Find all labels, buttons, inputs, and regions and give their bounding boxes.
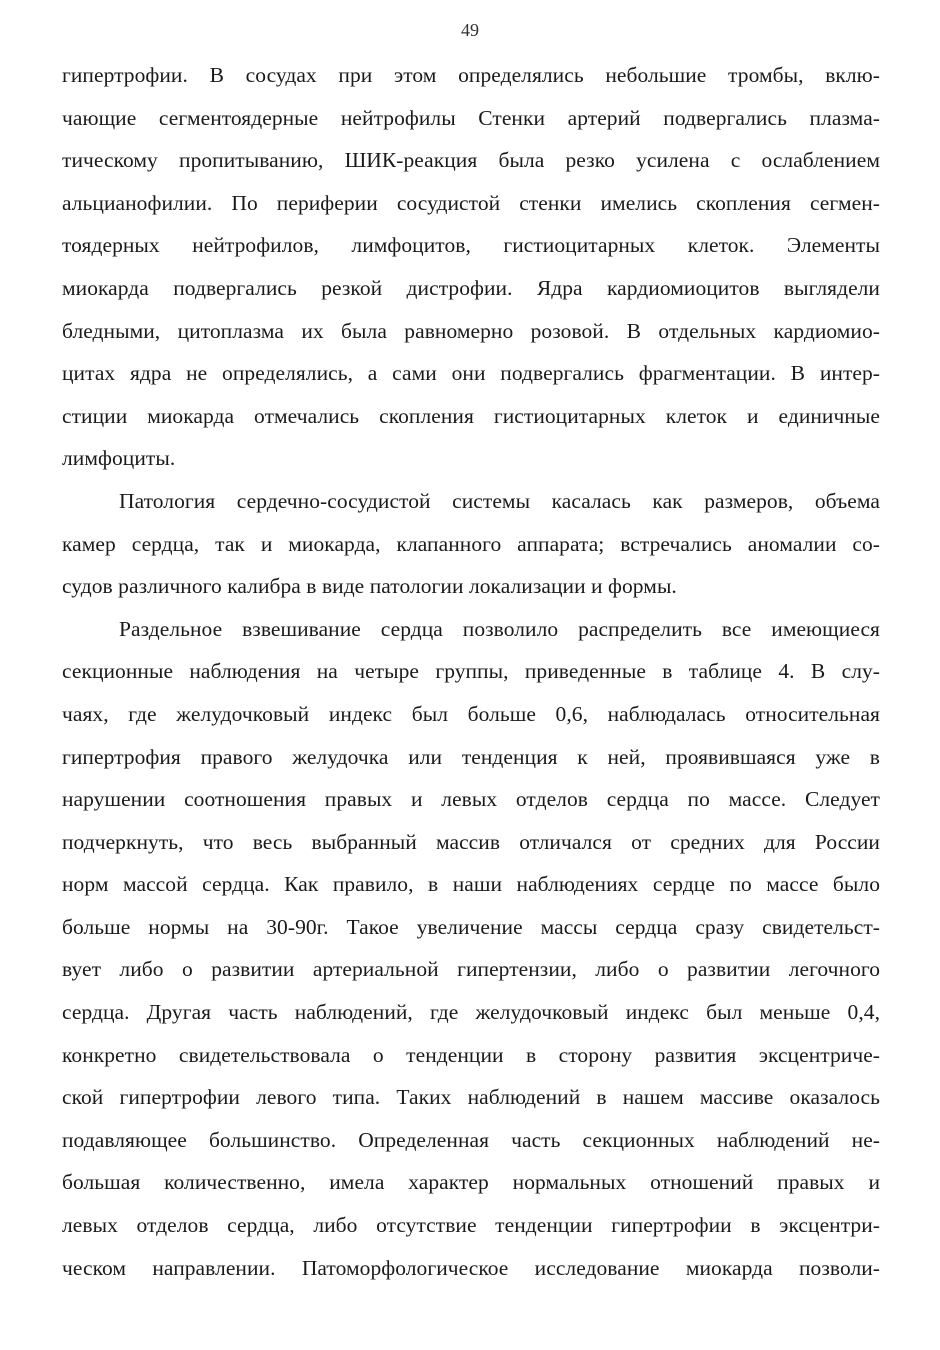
- text-line: гипертрофия правого желудочка или тенденция к ней, проявившаяся уже в: [62, 744, 880, 769]
- text-line: вует либо о развитии артериальной гипертензии, либо о развитии легочного: [62, 957, 880, 982]
- text-line: цитах ядра не определялись, а сами они подвергались фрагментации. В интер-: [62, 361, 880, 386]
- text-line: судов различного калибра в виде патологии локализации и формы.: [62, 574, 677, 599]
- text-line: стиции миокарда отмечались скопления гистиоцитарных клеток и единичные: [62, 403, 880, 428]
- text-line: нарушении соотношения правых и левых отделов сердца по массе. Следует: [62, 787, 880, 812]
- text-line: бледными, цитоплазма их была равномерно розовой. В отдельных кардиомио-: [62, 318, 880, 343]
- text-line: подчеркнуть, что весь выбранный массив отличался от средних для России: [62, 829, 880, 854]
- text-line: гипертрофии. В сосудах при этом определялись небольшие тромбы, вклю-: [62, 63, 880, 87]
- text-line: альцианофилии. По периферии сосудистой стенки имелись скопления сегмен-: [62, 190, 880, 215]
- text-line: миокарда подвергались резкой дистрофии. Ядра кардиомиоцитов выглядели: [62, 275, 880, 300]
- text-line: большая количественно, имела характер нормальных отношений правых и: [62, 1170, 880, 1195]
- text-line: чаях, где желудочковый индекс был больше 0,6, наблюдалась относительная: [62, 701, 880, 726]
- text-line: ской гипертрофии левого типа. Таких наблюдений в нашем массиве оказалось: [62, 1085, 880, 1110]
- text-line: камер сердца, так и миокарда, клапанного аппарата; встречались аномалии со-: [62, 531, 880, 556]
- text-line: Раздельное взвешивание сердца позволило распределить все имеющиеся: [119, 616, 880, 641]
- text-line: секционные наблюдения на четыре группы, приведенные в таблице 4. В слу-: [62, 659, 880, 684]
- text-line: сердца. Другая часть наблюдений, где желудочковый индекс был меньше 0,4,: [62, 1000, 880, 1025]
- body-text: [62, 54, 880, 1289]
- text-line: ческом направлении. Патоморфологическое исследование миокарда позволи-: [62, 1255, 880, 1280]
- text-line: больше нормы на 30-90г. Такое увеличение массы сердца сразу свидетельст-: [62, 914, 880, 939]
- text-line: конкретно свидетельствовала о тенденции в сторону развития эксцентриче-: [62, 1042, 880, 1067]
- text-line: чающие сегментоядерные нейтрофилы Стенки артерий подвергались плазма-: [62, 105, 880, 130]
- text-line: Патология сердечно-сосудистой системы касалась как размеров, объема: [119, 488, 880, 513]
- text-line: лимфоциты.: [62, 446, 176, 471]
- text-line: подавляющее большинство. Определенная часть секционных наблюдений не-: [62, 1127, 880, 1152]
- text-line: тоядерных нейтрофилов, лимфоцитов, гистиоцитарных клеток. Элементы: [62, 233, 880, 258]
- page-number: 49: [461, 20, 479, 40]
- text-line: тическому пропитыванию, ШИК-реакция была резко усилена с ослаблением: [62, 148, 880, 173]
- text-line: левых отделов сердца, либо отсутствие тенденции гипертрофии в эксцентри-: [62, 1213, 880, 1238]
- text-line: норм массой сердца. Как правило, в наши наблюдениях сердце по массе было: [62, 872, 880, 897]
